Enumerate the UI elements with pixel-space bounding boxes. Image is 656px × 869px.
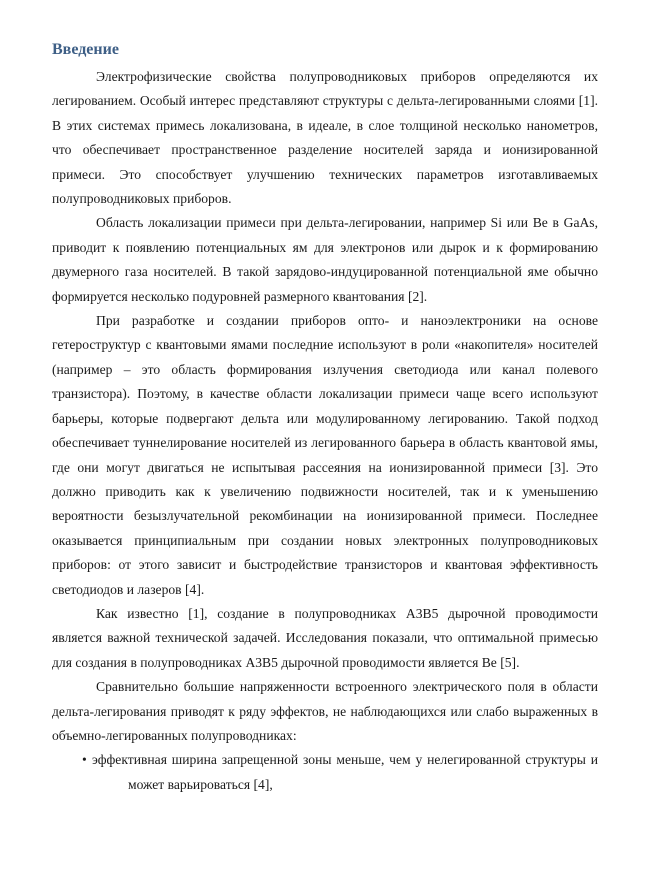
paragraph-3: При разработке и создании приборов опто- и наноэлектроники на основе гетероструктур с квантовыми ямами последние используют в роли «накопителя» носителей (например – это область формирования излучения светодиода или канал полевого транзистора). Поэтому, в качестве области локализации примеси чаще всего используют барьеры, которые подвергают дельта или модулированному легированию. Такой подход обеспечивает туннелирование носителей из легированного барьера в область квантовой ямы, где они могут двигаться не испытывая рассеяния на ионизированной примеси [3]. Это должно приводить как к увеличению подвижности носителей, так и к уменьшению вероятности безызлучательной рекомбинации на ионизированной примеси. Последнее оказывается принципиальным при создании новых электронных полупроводниковых приборов: от этого зависит и быстродействие транзисторов и квантовая эффективность светодиодов и лазеров [4]. <box>52 313 598 597</box>
document-page <box>52 38 598 797</box>
paragraph-1: Электрофизические свойства полупроводниковых приборов определяются их легированием. Особый интерес представляют структуры с дельта-легированными слоями [1]. В этих системах примесь локализована, в идеале, в слое толщиной несколько нанометров, что обеспечивает пространственное разделение носителей заряда и ионизированной примеси. Это способствует улучшению технических параметров изготавливаемых полупроводниковых приборов. <box>52 69 598 207</box>
bullet-text: эффективная ширина запрещенной зоны меньше, чем у нелегированной структуры и может варьироваться [4], <box>92 752 598 792</box>
paragraph-2: Область локализации примеси при дельта-легировании, например Si или Be в GaAs, приводит к появлению потенциальных ям для электронов или дырок и к формированию двумерного газа носителей. В такой зарядово-индуцированной потенциальной яме обычно формируется несколько подуровней размерного квантования [2]. <box>52 215 598 304</box>
bullet-icon: • <box>82 752 87 768</box>
paragraph-4: Как известно [1], создание в полупроводниках A3B5 дырочной проводимости является важной технической задачей. Исследования показали, что оптимальной примесью для создания в полупроводниках A3B5 дырочной проводимости является Be [5]. <box>52 605 598 670</box>
bullet-list-item <box>52 748 598 797</box>
section-heading: Введение <box>52 41 119 58</box>
paragraph-5: Сравнительно большие напряженности встроенного электрического поля в области дельта-легирования приводят к ряду эффектов, не наблюдающихся или слабо выраженных в объемно-легированных полупроводниках: <box>52 679 598 743</box>
